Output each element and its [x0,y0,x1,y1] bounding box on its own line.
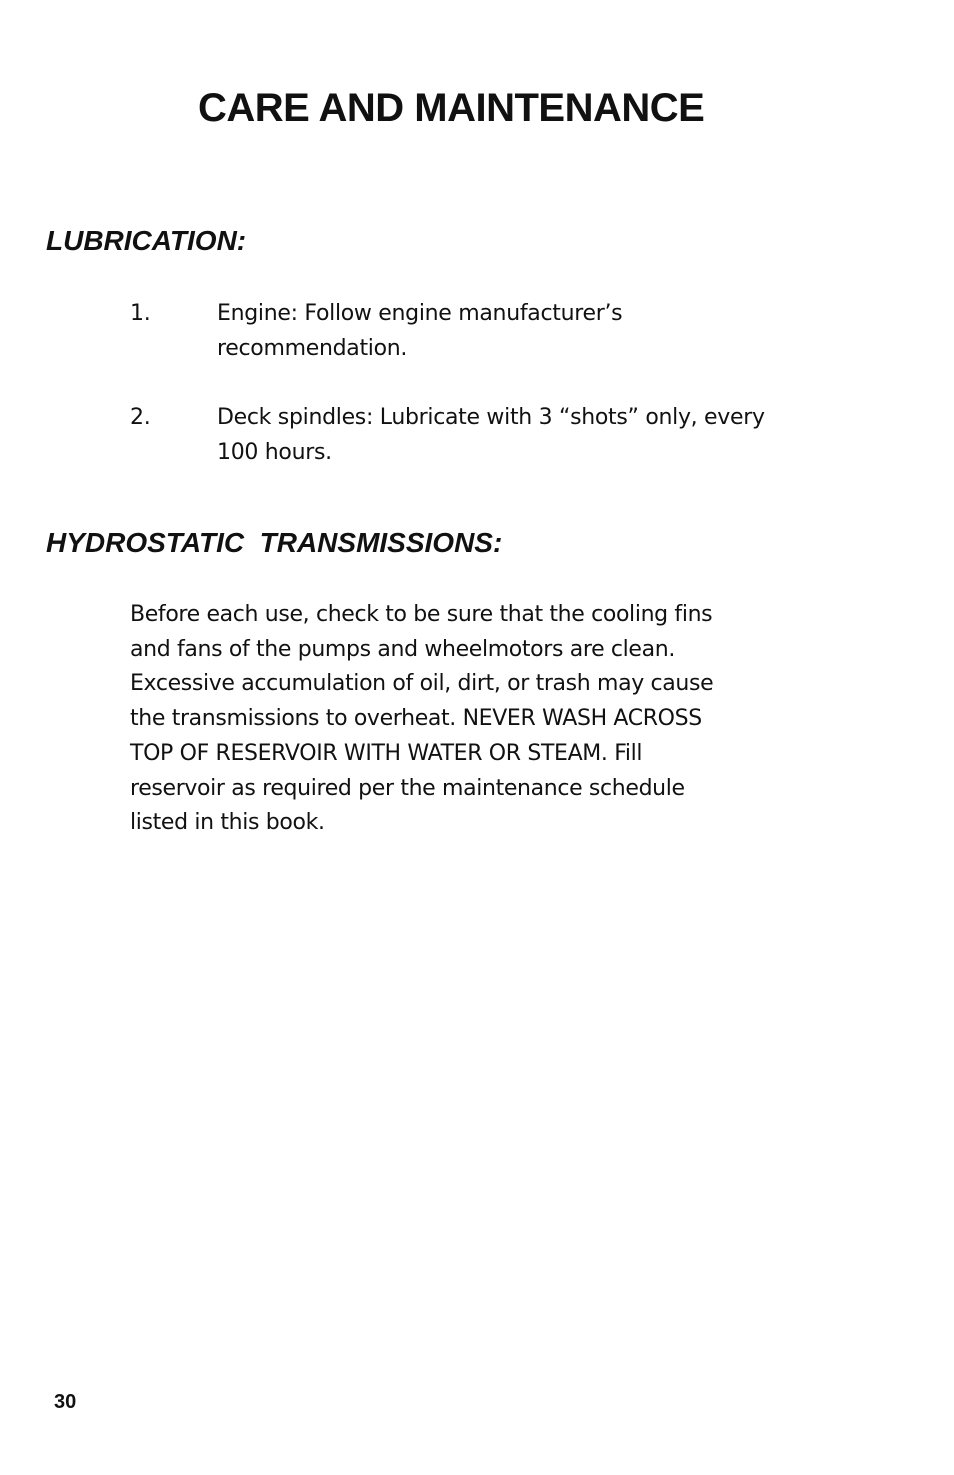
page-title: CARE AND MAINTENANCE [198,86,705,130]
list-item-number: 1. [130,301,151,326]
list-item-text: Deck spindles: Lubricate with 3 “shots” only, every 100 hours. [217,405,765,465]
page-number: 30 [54,1391,77,1413]
hydrostatic-transmissions-heading: HYDROSTATIC TRANSMISSIONS: [46,527,503,558]
list-item-number: 2. [130,405,151,430]
lubrication-heading: LUBRICATION: [46,225,247,256]
list-item [130,400,810,470]
hydrostatic-paragraph: Before each use, check to be sure that the cooling fins and fans of the pumps and wheelmotors are clean. Excessive accumulation of oil, dirt, or trash may cause the transmissions to overheat. NEVER WASH ACROSS TOP OF RESERVOIR WITH WATER OR STEAM. Fill reservoir as required per the maintenance schedule listed in this book. [130,602,714,836]
list-item-text: Engine: Follow engine manufacturer’s recommendation. [217,301,623,361]
list-item [130,296,810,366]
